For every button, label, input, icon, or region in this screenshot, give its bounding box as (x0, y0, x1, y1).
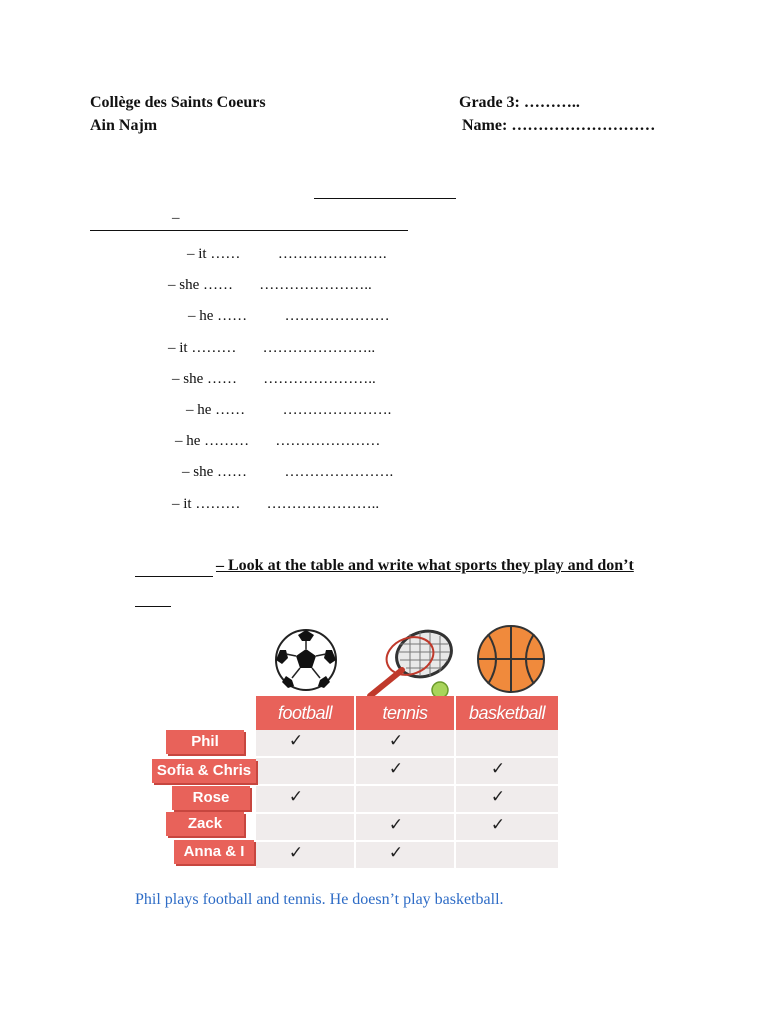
tick-mark: ✓ (490, 759, 506, 778)
tick-mark: ✓ (288, 843, 304, 862)
tick-mark: ✓ (388, 731, 404, 750)
name-field[interactable]: Name: ……………………… (462, 117, 656, 134)
exercise1-item-6[interactable]: – he …… …………………. (186, 402, 392, 418)
exercise1-item-5[interactable]: – she …… ………………….. (172, 371, 376, 387)
title-underline (314, 198, 456, 199)
table-cell (356, 786, 454, 812)
exercise2-continuation-underline (135, 606, 171, 607)
basketball-icon (476, 624, 546, 694)
tennis-racket-icon (364, 626, 460, 706)
instruction-underline (90, 230, 408, 231)
sports-table (150, 622, 570, 872)
exercise2-label-underline (135, 576, 213, 577)
exercise2-heading: – Look at the table and write what sports they play and don’t (216, 557, 634, 574)
tick-mark: ✓ (388, 759, 404, 778)
exercise1-item-4[interactable]: – it ……… ………………….. (168, 340, 376, 356)
exercise1-item-7[interactable]: – he ……… ………………… (175, 433, 381, 449)
column-header-basketball: basketball (456, 696, 558, 730)
table-cell (456, 842, 558, 868)
school-town: Ain Najm (90, 117, 158, 134)
exercise1-item-9[interactable]: – it ……… ………………….. (172, 496, 380, 512)
tick-mark: ✓ (490, 815, 506, 834)
row-label-zack: Zack (166, 812, 244, 836)
exercise1-item-3[interactable]: – he …… ………………… (188, 308, 390, 324)
tick-mark: ✓ (288, 787, 304, 806)
soccer-ball-icon (274, 628, 338, 692)
example-sentence: Phil plays football and tennis. He doesn’t play basketball. (135, 891, 504, 908)
column-header-tennis: tennis (356, 696, 454, 730)
tick-mark: ✓ (388, 815, 404, 834)
column-header-football: football (256, 696, 354, 730)
row-label-phil: Phil (166, 730, 244, 754)
tick-mark: ✓ (490, 787, 506, 806)
table-cell (256, 758, 354, 784)
row-label-rose: Rose (172, 786, 250, 810)
tick-mark: ✓ (388, 843, 404, 862)
row-label-sofia-chris: Sofia & Chris (152, 759, 256, 783)
exercise1-item-8[interactable]: – she …… …………………. (182, 464, 394, 480)
table-cell (456, 730, 558, 756)
school-name: Collège des Saints Coeurs (90, 94, 266, 111)
exercise1-item-1[interactable]: – it …… …………………. (187, 246, 387, 262)
grade-field[interactable]: Grade 3: ……….. (459, 94, 580, 111)
table-cell (256, 814, 354, 840)
row-label-anna-and-i: Anna & I (174, 840, 254, 864)
tick-mark: ✓ (288, 731, 304, 750)
exercise1-item-2[interactable]: – she …… ………………….. (168, 277, 372, 293)
instruction-dash: – (172, 210, 180, 226)
